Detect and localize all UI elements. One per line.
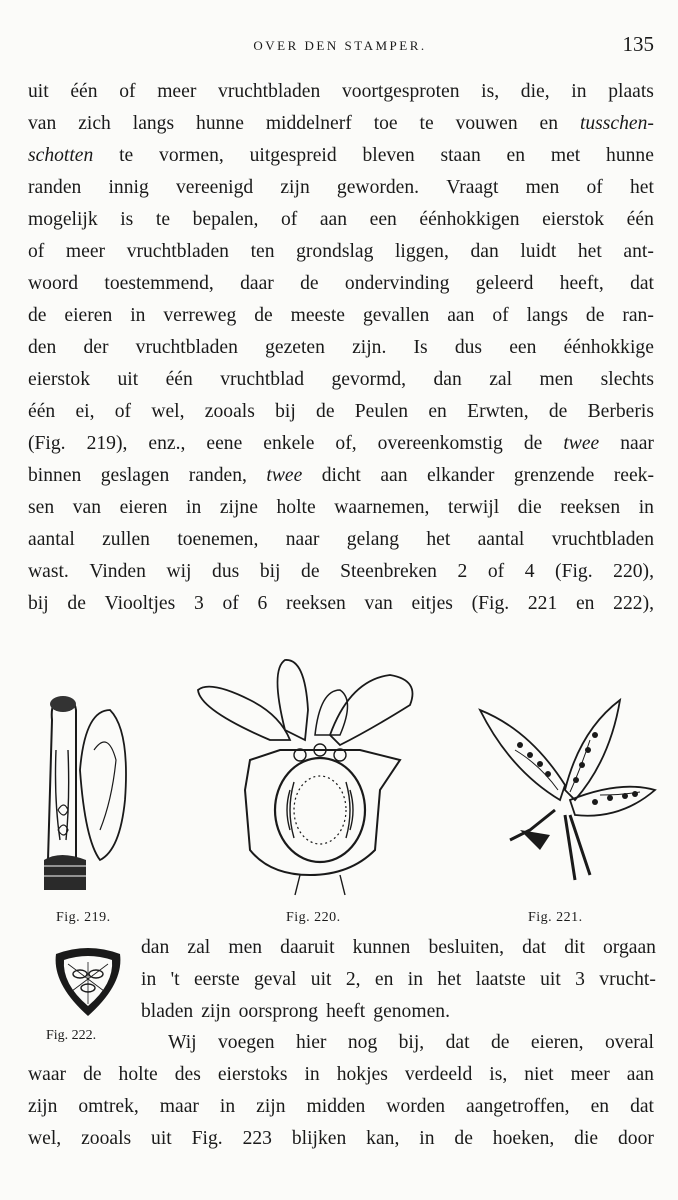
word: meeste: [290, 305, 346, 326]
word: holte: [276, 497, 316, 518]
text-line: [28, 268, 654, 300]
figure-222-illustration: [48, 944, 128, 1028]
word: zooals: [204, 401, 255, 422]
word: randen,: [188, 465, 247, 486]
word: in: [130, 305, 146, 326]
word: dicht: [321, 465, 361, 486]
word: bladen: [141, 1001, 194, 1022]
text-line: [28, 364, 654, 396]
word: eerste: [193, 969, 240, 990]
word: langs: [526, 305, 568, 326]
word: eene: [206, 433, 243, 454]
word: Peulen: [354, 401, 409, 422]
word: blijken: [291, 1128, 347, 1149]
text-line: [28, 524, 654, 556]
word: meer: [65, 241, 106, 262]
text-line: [28, 428, 654, 460]
word: de: [301, 561, 320, 582]
word: sen: [28, 497, 55, 518]
word: 222),: [613, 593, 654, 614]
word: naar: [620, 433, 654, 454]
word: dan: [470, 241, 499, 262]
word: dus: [212, 561, 240, 582]
figure-221-illustration: [470, 690, 660, 890]
word: in: [638, 497, 654, 518]
word: is: [120, 209, 134, 230]
word: overeenkomstig: [377, 433, 503, 454]
word: hunne: [606, 145, 654, 166]
text-line: [28, 460, 654, 492]
word: in: [571, 81, 587, 102]
word: en: [506, 145, 526, 166]
figure-221-caption: Fig. 221.: [528, 910, 583, 925]
word: van: [28, 113, 57, 134]
word: dat: [630, 1096, 654, 1117]
figure-222-caption: Fig. 222.: [46, 1028, 97, 1043]
word: reeksen: [286, 593, 346, 614]
word: besluiten,: [428, 937, 505, 958]
word: in: [219, 1096, 236, 1117]
word: tusschen-: [579, 113, 654, 134]
text-line: [28, 396, 654, 428]
word: te: [155, 209, 171, 230]
word: nog: [347, 1032, 378, 1053]
word: Wij: [168, 1032, 197, 1053]
word: orgaan: [602, 937, 656, 958]
word: 223: [242, 1128, 272, 1149]
word: Erwten,: [467, 401, 529, 422]
text-line: [28, 492, 654, 524]
word: hunne: [196, 113, 244, 134]
word: ran-: [622, 305, 654, 326]
word: Is: [413, 337, 428, 358]
body-text-top: [28, 76, 654, 620]
word: of: [586, 177, 603, 198]
word: kunnen: [352, 937, 411, 958]
word: vruchtbladen: [126, 241, 229, 262]
word: van: [364, 593, 393, 614]
word: en: [374, 969, 394, 990]
word: uit: [310, 969, 332, 990]
word: de: [585, 305, 605, 326]
word: aantal: [477, 529, 525, 550]
word: te: [119, 145, 134, 166]
word: éénhokkige: [563, 337, 654, 358]
word: eieren: [64, 305, 113, 326]
word: woord: [28, 273, 79, 294]
word: overal: [604, 1032, 654, 1053]
word: mogelijk: [28, 209, 98, 230]
figure-row: [20, 640, 660, 940]
word: het: [437, 969, 462, 990]
word: (Fig.: [471, 593, 510, 614]
word: is,: [489, 1064, 508, 1085]
word: of: [487, 561, 505, 582]
word: uit: [28, 81, 49, 102]
word: eieren: [119, 497, 168, 518]
word: vruchtblad: [220, 369, 305, 390]
word: eierstok: [542, 209, 605, 230]
word: slechts: [600, 369, 654, 390]
text-line: [28, 108, 654, 140]
word: met: [550, 145, 581, 166]
word: gelang: [346, 529, 399, 550]
word: ondervinding: [344, 273, 450, 294]
word: het: [629, 177, 654, 198]
word: één: [28, 401, 56, 422]
word: Fig.: [191, 1128, 223, 1149]
word: ten: [250, 241, 275, 262]
word: zijn: [280, 177, 310, 198]
word: meer: [570, 1064, 610, 1085]
word: kan,: [366, 1128, 400, 1149]
word: daaruit: [280, 937, 335, 958]
body-text-bottom: [28, 1027, 654, 1155]
word: in: [186, 497, 202, 518]
word: eitjes: [411, 593, 453, 614]
word: toe: [373, 113, 398, 134]
page-header: [26, 32, 654, 62]
word: liggen,: [394, 241, 449, 262]
word: holte: [118, 1064, 158, 1085]
word: genomen.: [373, 1001, 450, 1022]
word: te: [419, 113, 434, 134]
word: vereenigd: [175, 177, 254, 198]
running-title: OVER DEN STAMPER.: [253, 38, 427, 53]
word: binnen: [28, 465, 82, 486]
word: laatste: [475, 969, 526, 990]
word: de: [490, 1032, 510, 1053]
word: (Fig.: [28, 433, 66, 454]
word: ei,: [75, 401, 95, 422]
word: langs: [132, 113, 175, 134]
word: en: [590, 1096, 610, 1117]
word: bepalen,: [192, 209, 259, 230]
word: de: [316, 401, 335, 422]
text-line: [28, 332, 654, 364]
word: dus: [454, 337, 483, 358]
word: dat: [630, 273, 654, 294]
word: heeft,: [559, 273, 604, 294]
word: zullen: [102, 529, 150, 550]
word: uitgespreid: [249, 145, 337, 166]
word: wel,: [28, 1128, 62, 1149]
word: of: [114, 401, 132, 422]
word: en: [575, 593, 595, 614]
word: eierstok: [28, 369, 91, 390]
word: 219),: [86, 433, 128, 454]
word: bij: [259, 561, 281, 582]
word: dan: [433, 369, 462, 390]
word: 6: [257, 593, 268, 614]
body-text-beside-figure: [141, 932, 656, 1028]
word: vrucht-: [599, 969, 656, 990]
word: in: [304, 1064, 320, 1085]
word: grondslag: [296, 241, 374, 262]
word: niet: [524, 1064, 554, 1085]
word: of: [492, 305, 509, 326]
word: plaats: [608, 81, 654, 102]
word: toestemmend,: [104, 273, 214, 294]
word: of: [119, 81, 136, 102]
word: enz.,: [148, 433, 186, 454]
text-line: [28, 172, 654, 204]
word: voortgesproten: [341, 81, 460, 102]
word: grenzende: [513, 465, 595, 486]
word: de: [300, 273, 319, 294]
word: schotten: [28, 145, 94, 166]
word: het: [426, 529, 451, 550]
word: reek-: [613, 465, 654, 486]
word: Vinden: [89, 561, 146, 582]
text-line: [141, 932, 656, 964]
word: zijn: [28, 1096, 58, 1117]
word: 221: [527, 593, 558, 614]
word: door: [617, 1128, 654, 1149]
word: naar: [285, 529, 320, 550]
text-line: [28, 1091, 654, 1123]
text-line: [28, 204, 654, 236]
word: of: [222, 593, 239, 614]
word: (Fig.: [555, 561, 593, 582]
word: geval: [254, 969, 297, 990]
word: aan: [319, 209, 348, 230]
word: aan: [380, 465, 408, 486]
word: uit: [151, 1128, 172, 1149]
word: des: [174, 1064, 201, 1085]
word: vruchtbladen: [218, 81, 321, 102]
word: gevallen: [362, 305, 430, 326]
word: eierstoks: [217, 1064, 288, 1085]
word: hokjes: [336, 1064, 388, 1085]
word: de: [67, 593, 86, 614]
word: voegen: [218, 1032, 275, 1053]
word: of: [280, 209, 298, 230]
page-number: 135: [622, 32, 654, 56]
word: worden: [386, 1096, 446, 1117]
word: vruchtbladen: [551, 529, 654, 550]
word: meer: [157, 81, 197, 102]
word: toenemen,: [177, 529, 259, 550]
word: bij: [28, 593, 49, 614]
word: aangetroffen,: [466, 1096, 570, 1117]
word: Steenbreken: [340, 561, 437, 582]
word: uit: [540, 969, 561, 990]
word: dat: [522, 937, 547, 958]
word: 3: [193, 593, 204, 614]
word: één: [626, 209, 654, 230]
word: Viooltjes: [104, 593, 176, 614]
word: is,: [481, 81, 500, 102]
word: in: [419, 1128, 435, 1149]
word: zooals: [81, 1128, 132, 1149]
word: of: [28, 241, 45, 262]
word: dat: [445, 1032, 470, 1053]
word: aan: [447, 305, 475, 326]
word: geworden.: [336, 177, 420, 198]
text-line: [28, 1027, 654, 1059]
word: heeft: [326, 1001, 366, 1022]
word: wij: [166, 561, 192, 582]
word: de: [83, 1064, 102, 1085]
word: bij,: [398, 1032, 425, 1053]
word: vouwen: [455, 113, 518, 134]
word: oorsprong: [238, 1001, 319, 1022]
word: wel,: [151, 401, 185, 422]
word: vormen,: [159, 145, 224, 166]
word: zijn: [201, 1001, 231, 1022]
word: 3: [575, 969, 585, 990]
word: de: [523, 433, 543, 454]
text-line: [28, 140, 654, 172]
word: hoeken,: [492, 1128, 555, 1149]
word: verdeeld: [404, 1064, 473, 1085]
word: Vraagt: [446, 177, 499, 198]
word: waar: [28, 1064, 67, 1085]
word: bij: [275, 401, 296, 422]
word: luidt: [520, 241, 557, 262]
text-line: [28, 1059, 654, 1091]
word: één: [165, 369, 193, 390]
word: de: [454, 1128, 473, 1149]
word: de: [548, 401, 568, 422]
figure-220-caption: Fig. 220.: [286, 910, 341, 925]
word: wast.: [28, 561, 69, 582]
word: zijne: [219, 497, 258, 518]
word: staan: [440, 145, 481, 166]
text-line: [141, 996, 656, 1028]
word: een: [369, 209, 397, 230]
text-line: [28, 236, 654, 268]
word: een: [509, 337, 537, 358]
figure-220-illustration: [190, 650, 430, 900]
word: enkele: [263, 433, 315, 454]
text-line: [28, 556, 654, 588]
word: gezeten: [265, 337, 325, 358]
word: geleerd: [475, 273, 534, 294]
text-line: [28, 76, 654, 108]
text-line: [28, 588, 654, 620]
word: 't: [170, 969, 180, 990]
word: dan: [141, 937, 170, 958]
word: ant-: [623, 241, 654, 262]
word: het: [577, 241, 602, 262]
word: bleven: [362, 145, 415, 166]
word: Berberis: [587, 401, 654, 422]
word: en: [539, 113, 559, 134]
word: zijn: [256, 1096, 286, 1117]
word: 220),: [613, 561, 654, 582]
word: de: [254, 305, 273, 326]
word: twee: [563, 433, 600, 454]
word: aantal: [28, 529, 75, 550]
word: 2: [457, 561, 468, 582]
word: die: [574, 1128, 599, 1149]
word: in: [407, 969, 424, 990]
word: zijn.: [352, 337, 387, 358]
figure-219-illustration: [30, 690, 150, 900]
word: zich: [78, 113, 111, 134]
word: twee: [266, 465, 303, 486]
word: die: [517, 497, 542, 518]
word: verreweg: [163, 305, 237, 326]
word: waarnemen,: [334, 497, 430, 518]
word: men: [228, 937, 263, 958]
word: midden: [306, 1096, 366, 1117]
word: omtrek,: [78, 1096, 139, 1117]
word: geslagen: [100, 465, 170, 486]
word: van: [72, 497, 101, 518]
word: of,: [335, 433, 357, 454]
word: eieren,: [530, 1032, 584, 1053]
word: vruchtbladen: [135, 337, 238, 358]
word: randen: [28, 177, 82, 198]
word: terwijl: [448, 497, 500, 518]
word: uit: [117, 369, 139, 390]
text-line: [28, 1123, 654, 1155]
word: 4: [524, 561, 535, 582]
figure-219-caption: Fig. 219.: [56, 910, 111, 925]
word: de: [28, 305, 47, 326]
word: éénhokkigen: [419, 209, 520, 230]
word: en: [428, 401, 447, 422]
text-line: [141, 964, 656, 996]
word: één: [70, 81, 98, 102]
word: zal: [489, 369, 513, 390]
word: hier: [295, 1032, 327, 1053]
word: elkander: [426, 465, 495, 486]
word: in: [141, 969, 157, 990]
word: der: [83, 337, 109, 358]
word: middelnerf: [265, 113, 352, 134]
word: men: [525, 177, 560, 198]
word: die,: [520, 81, 550, 102]
word: maar: [159, 1096, 199, 1117]
word: zal: [187, 937, 211, 958]
word: innig: [108, 177, 149, 198]
word: dit: [564, 937, 585, 958]
word: gevormd,: [331, 369, 407, 390]
word: 2,: [345, 969, 361, 990]
word: aan: [626, 1064, 654, 1085]
word: den: [28, 337, 57, 358]
word: reeksen: [560, 497, 621, 518]
word: men: [539, 369, 574, 390]
word: daar: [240, 273, 274, 294]
text-line: [28, 300, 654, 332]
